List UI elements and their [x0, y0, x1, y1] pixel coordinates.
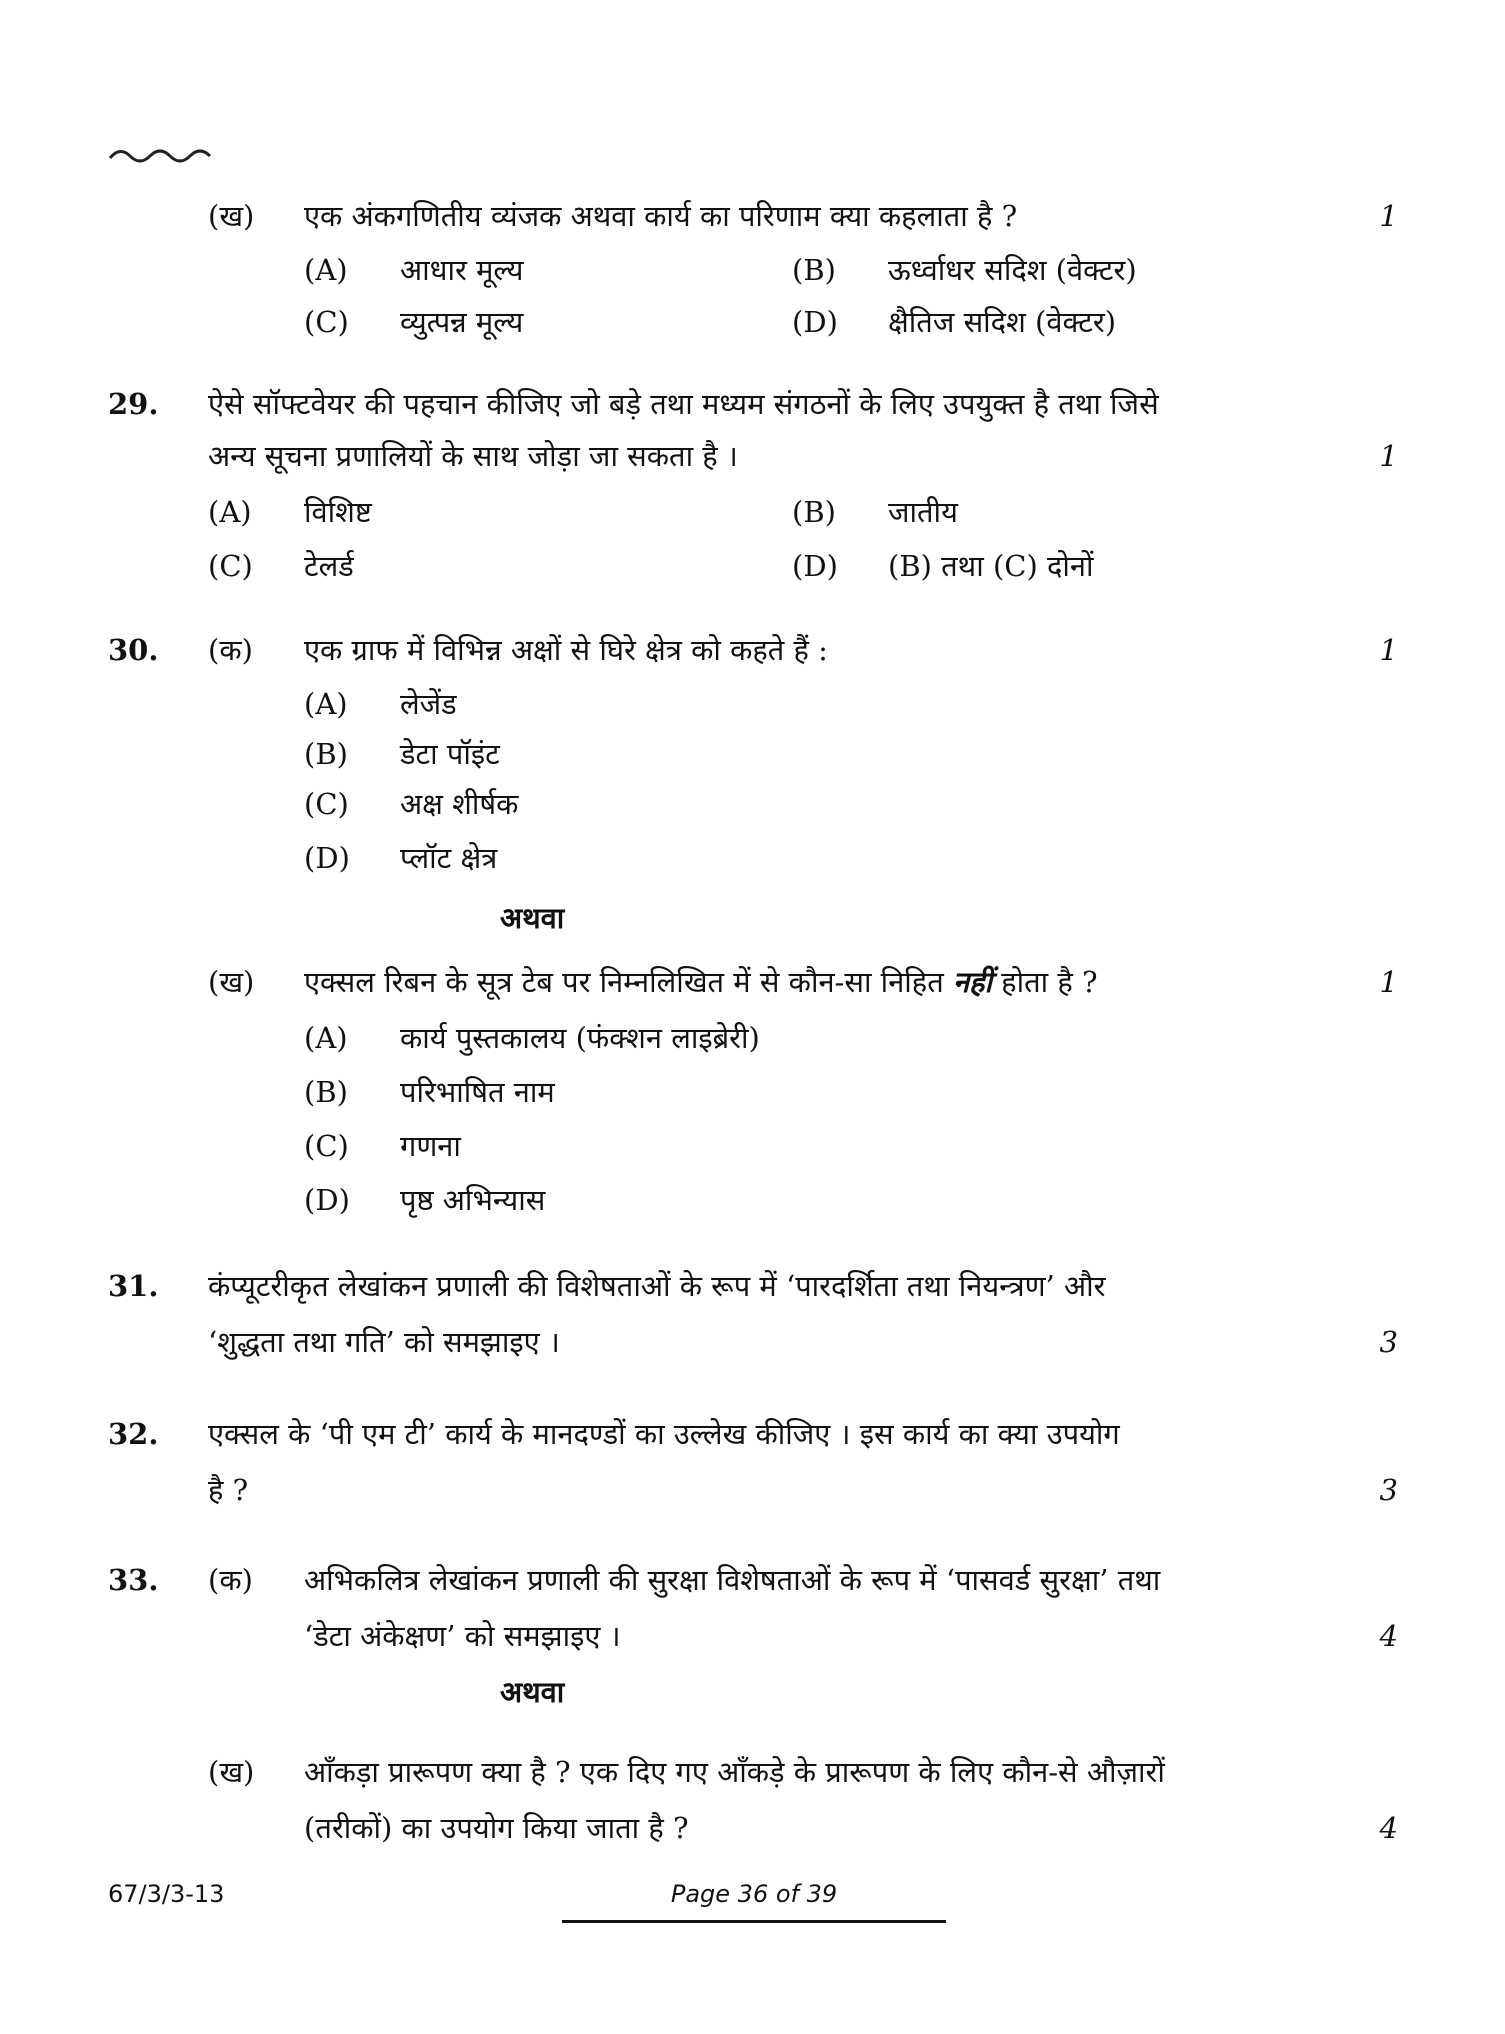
option-d: (D) प्लॉट क्षेत्र — [304, 841, 498, 875]
page-number: Page 36 of 39 — [670, 1880, 838, 1908]
question-text-line1: अभिकलित्र लेखांकन प्रणाली की सुरक्षा विशेषताओं के रूप में ‘पासवर्ड सुरक्षा’ तथा — [304, 1563, 1161, 1597]
option-c: (C) व्युत्पन्न मूल्य — [304, 305, 524, 339]
question-text: एक्सल रिबन के सूत्र टेब पर निम्नलिखित में से कौन-सा निहित नहीं होता है ? — [304, 965, 1098, 999]
option-c: (C) अक्ष शीर्षक — [304, 787, 519, 821]
emphasis-not: नहीं — [952, 965, 992, 999]
option-b: (B) जातीय — [792, 495, 958, 529]
option-a: (A) आधार मूल्य — [304, 253, 524, 287]
marks: 1 — [1379, 199, 1398, 233]
question-text: एक अंकगणितीय व्यंजक अथवा कार्य का परिणाम क्या कहलाता है ? — [304, 199, 1018, 233]
marks: 4 — [1379, 1619, 1398, 1653]
option-d: (D) पृष्ठ अभिन्यास — [304, 1183, 546, 1217]
paper-code: 67/3/3-13 — [108, 1880, 225, 1908]
option-a: (A) विशिष्ट — [208, 495, 372, 529]
option-a: (A) लेजेंड — [304, 687, 457, 721]
option-c: (C) टेलर्ड — [208, 549, 354, 583]
marks: 1 — [1379, 633, 1398, 667]
question-text-line2: ‘शुद्धता तथा गति’ को समझाइए । — [208, 1325, 560, 1359]
question-number: 33. — [108, 1563, 159, 1597]
question-text: एक ग्राफ में विभिन्न अक्षों से घिरे क्षेत्र को कहते हैं : — [304, 633, 828, 667]
option-c: (C) गणना — [304, 1129, 461, 1163]
wave-mark-icon — [108, 140, 228, 170]
marks: 1 — [1379, 965, 1398, 999]
question-text-line2: है ? — [208, 1473, 249, 1507]
or-separator: अथवा — [500, 1675, 565, 1709]
question-number: 31. — [108, 1269, 159, 1303]
question-number: 30. — [108, 633, 159, 667]
option-b: (B) परिभाषित नाम — [304, 1075, 555, 1109]
question-text-line1: ऐसे सॉफ्टवेयर की पहचान कीजिए जो बड़े तथा मध्यम संगठनों के लिए उपयुक्त है तथा जिसे — [208, 387, 1159, 421]
question-text-line2: (तरीकों) का उपयोग किया जाता है ? — [304, 1811, 689, 1845]
option-b: (B) ऊर्ध्वाधर सदिश (वेक्टर) — [792, 253, 1137, 287]
marks: 3 — [1379, 1473, 1398, 1507]
question-text-line2: अन्य सूचना प्रणालियों के साथ जोड़ा जा सकता है । — [208, 439, 738, 473]
sub-label: (क) — [208, 1563, 253, 1597]
question-number: 32. — [108, 1417, 159, 1451]
sub-label: (क) — [208, 633, 253, 667]
sub-label: (ख) — [208, 965, 255, 999]
option-b: (B) डेटा पॉइंट — [304, 737, 500, 771]
sub-label: (ख) — [208, 199, 255, 233]
footer-rule — [562, 1920, 946, 1923]
question-text-line1: एक्सल के ‘पी एम टी’ कार्य के मानदण्डों का उल्लेख कीजिए । इस कार्य का क्या उपयोग — [208, 1417, 1120, 1451]
question-text-line1: आँकड़ा प्रारूपण क्या है ? एक दिए गए आँकड़े के प्रारूपण के लिए कौन-से औज़ारों — [304, 1755, 1165, 1789]
option-d: (D) क्षैतिज सदिश (वेक्टर) — [792, 305, 1117, 339]
or-separator: अथवा — [500, 901, 565, 935]
question-text-line2: ‘डेटा अंकेक्षण’ को समझाइए । — [304, 1619, 621, 1653]
marks: 3 — [1379, 1325, 1398, 1359]
question-number: 29. — [108, 387, 159, 421]
sub-label: (ख) — [208, 1755, 255, 1789]
marks: 1 — [1379, 439, 1398, 473]
marks: 4 — [1379, 1811, 1398, 1845]
option-d: (D) (B) तथा (C) दोनों — [792, 549, 1094, 583]
option-a: (A) कार्य पुस्तकालय (फंक्शन लाइब्रेरी) — [304, 1021, 760, 1055]
question-text-line1: कंप्यूटरीकृत लेखांकन प्रणाली की विशेषताओं के रूप में ‘पारदर्शिता तथा नियन्त्रण’ और — [208, 1269, 1106, 1303]
